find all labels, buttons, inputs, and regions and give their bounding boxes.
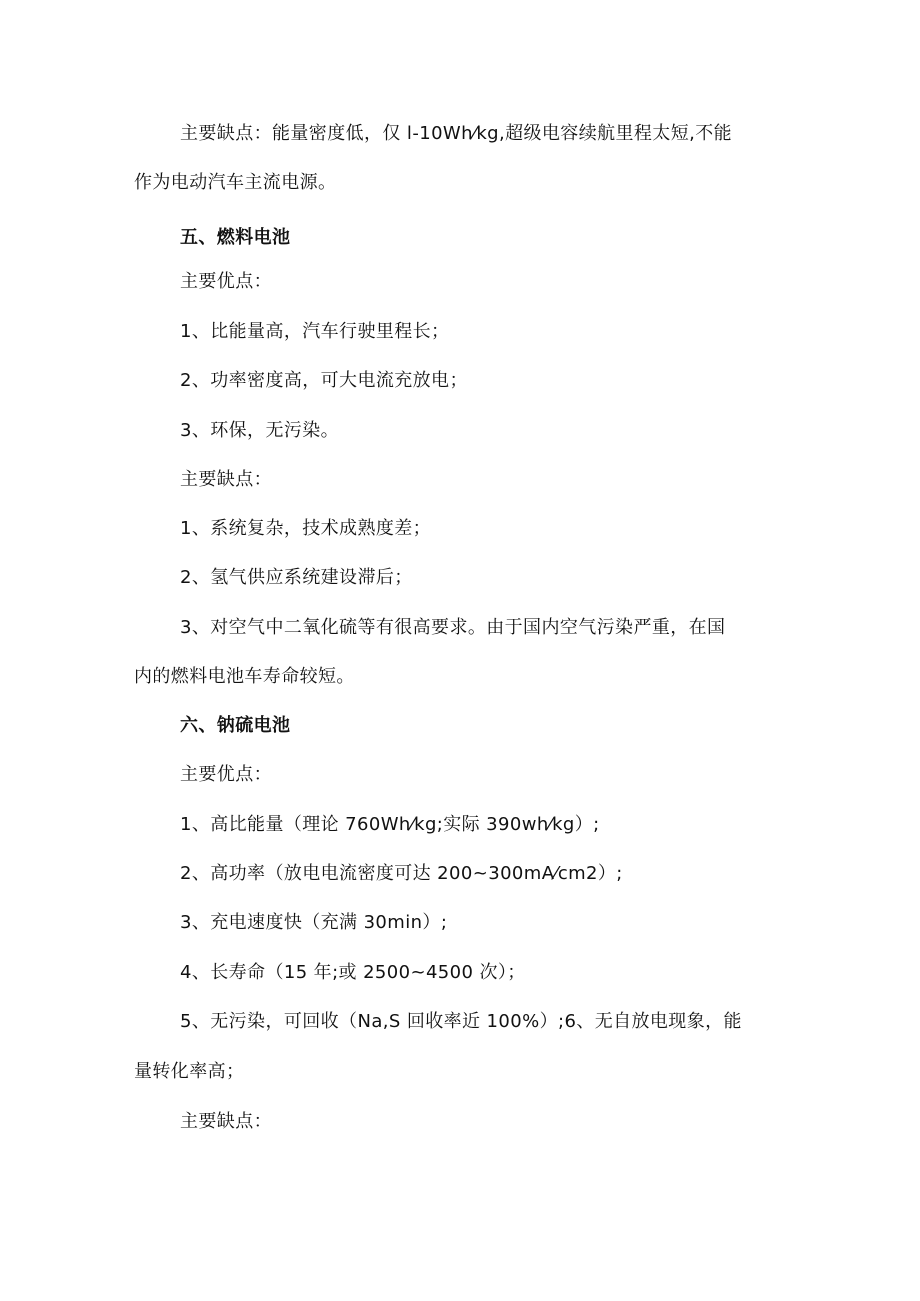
nas-pro-item-5-line-2: 量转化率高； (134, 1061, 245, 1082)
nas-pro-item-3: 3、充电速度快（充满 30min）; (180, 912, 448, 933)
fuel-cell-cons-label: 主要缺点： (180, 469, 272, 490)
paragraph-supercap-cons-line-1: 主要缺点：能量密度低，仅 l-10Wh⁄kg,超级电容续航里程太短,不能 (180, 123, 733, 144)
section-heading-fuel-cell: 五、燃料电池 (180, 227, 291, 248)
nas-cons-label: 主要缺点： (180, 1111, 272, 1132)
nas-pro-item-1: 1、高比能量（理论 760Wh⁄kg;实际 390wh⁄kg）; (180, 814, 600, 835)
nas-pro-item-4: 4、长寿命（15 年;或 2500~4500 次）； (180, 962, 526, 983)
fuel-cell-con-item-1: 1、系统复杂，技术成熟度差； (180, 518, 432, 539)
section-heading-sodium-sulfur: 六、钠硫电池 (180, 715, 291, 736)
fuel-cell-con-item-2: 2、氢气供应系统建设滞后； (180, 567, 413, 588)
fuel-cell-pro-item-2: 2、功率密度高，可大电流充放电； (180, 370, 468, 391)
nas-pros-label: 主要优点： (180, 764, 272, 785)
fuel-cell-pro-item-3: 3、环保，无污染。 (180, 420, 340, 441)
nas-pro-item-5-line-1: 5、无污染，可回收（Na,S 回收率近 100%）;6、无自放电现象，能 (180, 1011, 742, 1032)
nas-pro-item-2: 2、高功率（放电电流密度可达 200~300mA⁄cm2）; (180, 863, 623, 884)
fuel-cell-con-item-3-line-1: 3、对空气中二氧化硫等有很高要求。由于国内空气污染严重，在国 (180, 617, 726, 638)
fuel-cell-con-item-3-line-2: 内的燃料电池车寿命较短。 (134, 666, 355, 687)
paragraph-supercap-cons-line-2: 作为电动汽车主流电源。 (134, 172, 337, 193)
fuel-cell-pros-label: 主要优点： (180, 271, 272, 292)
fuel-cell-pro-item-1: 1、比能量高，汽车行驶里程长； (180, 321, 450, 342)
